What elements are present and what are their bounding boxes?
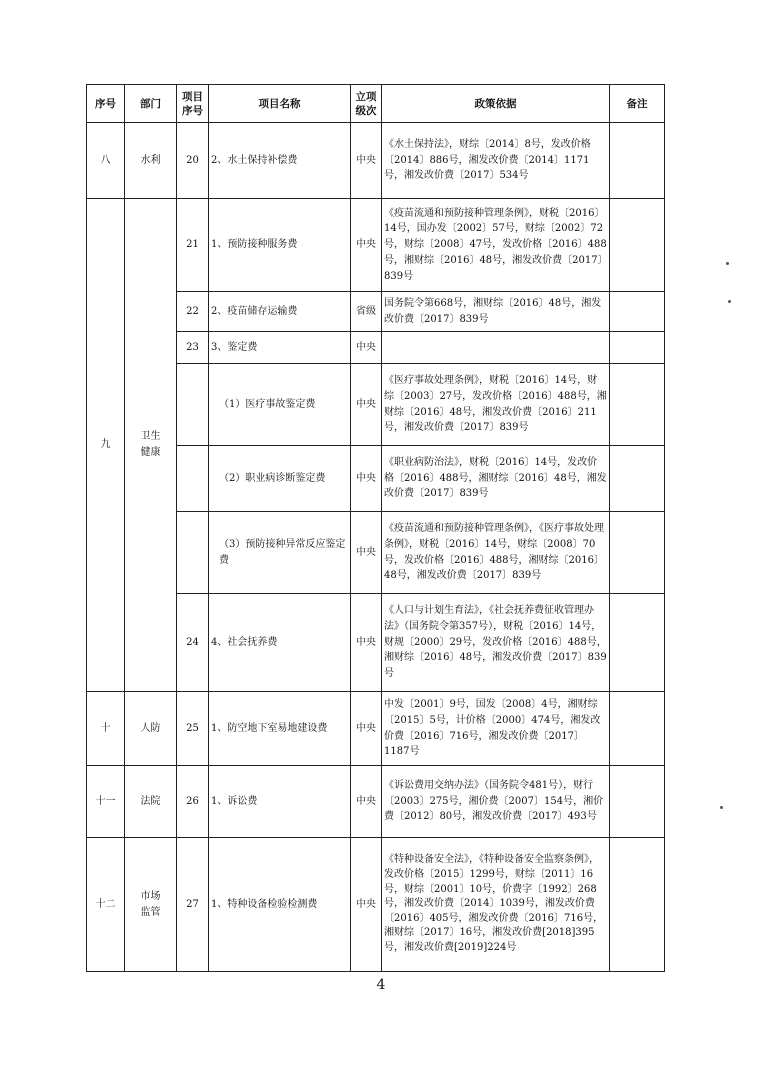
header-row: [87, 85, 665, 123]
item-level: 中央: [351, 838, 382, 972]
item-no: 25: [177, 692, 209, 766]
header-level: 立项 级次: [351, 85, 382, 123]
section-seq: 九: [87, 199, 125, 692]
item-level: 中央: [351, 364, 382, 446]
item-remark: [610, 838, 665, 972]
item-policy: 《疫苗流通和预防接种管理条例》，财税〔2016〕14号，国办发〔2002〕57号，财综〔2002〕72号，财综〔2008〕47号，发改价格〔2016〕488号，湘财综〔2016〕48号，湘发改价费〔2017〕839号: [382, 199, 610, 292]
item-no: [177, 364, 209, 446]
item-level: 中央: [351, 446, 382, 512]
section-dept: 卫生 健康: [125, 199, 177, 692]
header-item-name: 项目名称: [209, 85, 351, 123]
header-seq: 序号: [87, 85, 125, 123]
item-name: 1、预防接种服务费: [209, 199, 351, 292]
item-remark: [610, 594, 665, 692]
scan-speck: [726, 262, 729, 265]
fee-table: [86, 84, 665, 972]
section-dept: 人防: [125, 692, 177, 766]
table-row: [87, 123, 665, 199]
section-seq: 十: [87, 692, 125, 766]
item-policy: 《职业病防治法》，财税〔2016〕14号，发改价格〔2016〕488号，湘财综〔2016〕48号，湘发改价费〔2017〕839号: [382, 446, 610, 512]
item-name: 4、社会抚养费: [209, 594, 351, 692]
item-level: 中央: [351, 594, 382, 692]
table-row: [87, 838, 665, 972]
item-no: 21: [177, 199, 209, 292]
item-level: 中央: [351, 332, 382, 364]
item-level: 中央: [351, 512, 382, 594]
page-number: 4: [376, 977, 386, 993]
table-row: [87, 199, 665, 292]
section-dept: 水利: [125, 123, 177, 199]
item-remark: [610, 446, 665, 512]
item-name: 3、鉴定费: [209, 332, 351, 364]
item-remark: [610, 692, 665, 766]
table-row: [87, 692, 665, 766]
item-level: 省级: [351, 292, 382, 332]
item-remark: [610, 123, 665, 199]
section-dept: 市场 监管: [125, 838, 177, 972]
item-name: 1、防空地下室易地建设费: [209, 692, 351, 766]
item-policy: 《医疗事故处理条例》，财税〔2016〕14号，财综〔2003〕27号，发改价格〔2016〕488号，湘财综〔2016〕48号，湘发改价费〔2016〕211号，湘发改价费〔2017〕839号: [382, 364, 610, 446]
section-seq: 十二: [87, 838, 125, 972]
item-no: [177, 446, 209, 512]
header-item-no: 项目 序号: [177, 85, 209, 123]
item-level: 中央: [351, 123, 382, 199]
item-policy: [382, 332, 610, 364]
item-no: [177, 512, 209, 594]
item-remark: [610, 199, 665, 292]
item-name: （2）职业病诊断鉴定费: [209, 446, 351, 512]
item-no: 22: [177, 292, 209, 332]
item-policy: 《特种设备安全法》，《特种设备安全监察条例》，发改价格〔2015〕1299号，财综〔2011〕16号，财综〔2001〕10号，价费字〔1992〕268号，湘发改价费〔2014〕1039号，湘发改价费〔2016〕405号，湘发改价费〔2016〕716号，湘财综〔2017〕16号，湘发改价费[2018]395号，湘发改价费[2019]224号: [382, 838, 610, 972]
item-remark: [610, 364, 665, 446]
item-name: （3）预防接种异常反应鉴定费: [209, 512, 351, 594]
section-seq: 八: [87, 123, 125, 199]
scan-speck: [720, 806, 723, 809]
item-no: 26: [177, 766, 209, 838]
item-name: 1、特种设备检验检测费: [209, 838, 351, 972]
header-dept: 部门: [125, 85, 177, 123]
item-no: 20: [177, 123, 209, 199]
item-no: 23: [177, 332, 209, 364]
item-remark: [610, 332, 665, 364]
item-policy: 《水土保持法》，财综〔2014〕8号，发改价格〔2014〕886号，湘发改价费〔2014〕1171号，湘发改价费〔2017〕534号: [382, 123, 610, 199]
item-level: 中央: [351, 692, 382, 766]
item-policy: 《诉讼费用交纳办法》（国务院令481号），财行〔2003〕275号，湘价费〔2007〕154号，湘价费〔2012〕80号，湘发改价费〔2017〕493号: [382, 766, 610, 838]
item-policy: 中发〔2001〕9号，国发〔2008〕4号，湘财综〔2015〕5号，计价格〔2000〕474号，湘发改价费〔2016〕716号，湘发改价费〔2017〕1187号: [382, 692, 610, 766]
item-name: （1）医疗事故鉴定费: [209, 364, 351, 446]
section-seq: 十一: [87, 766, 125, 838]
item-no: 24: [177, 594, 209, 692]
item-level: 中央: [351, 766, 382, 838]
item-remark: [610, 292, 665, 332]
item-no: 27: [177, 838, 209, 972]
item-remark: [610, 512, 665, 594]
item-name: 2、水土保持补偿费: [209, 123, 351, 199]
section-dept: 法院: [125, 766, 177, 838]
table-row: [87, 766, 665, 838]
item-policy: 《疫苗流通和预防接种管理条例》，《医疗事故处理条例》，财税〔2016〕14号，财综〔2008〕70号，发改价格〔2016〕488号，湘财综〔2016〕48号，湘发改价费〔2017〕839号: [382, 512, 610, 594]
item-name: 1、诉讼费: [209, 766, 351, 838]
header-policy: 政策依据: [382, 85, 610, 123]
header-remark: 备注: [610, 85, 665, 123]
item-policy: 国务院令第668号，湘财综〔2016〕48号，湘发改价费〔2017〕839号: [382, 292, 610, 332]
scan-speck: [728, 300, 731, 303]
item-level: 中央: [351, 199, 382, 292]
item-policy: 《人口与计划生育法》，《社会抚养费征收管理办法》（国务院令第357号），财税〔2016〕14号，财规〔2000〕29号，发改价格〔2016〕488号，湘财综〔2016〕48号，湘发改价费〔2017〕839号: [382, 594, 610, 692]
item-remark: [610, 766, 665, 838]
item-name: 2、疫苗储存运输费: [209, 292, 351, 332]
